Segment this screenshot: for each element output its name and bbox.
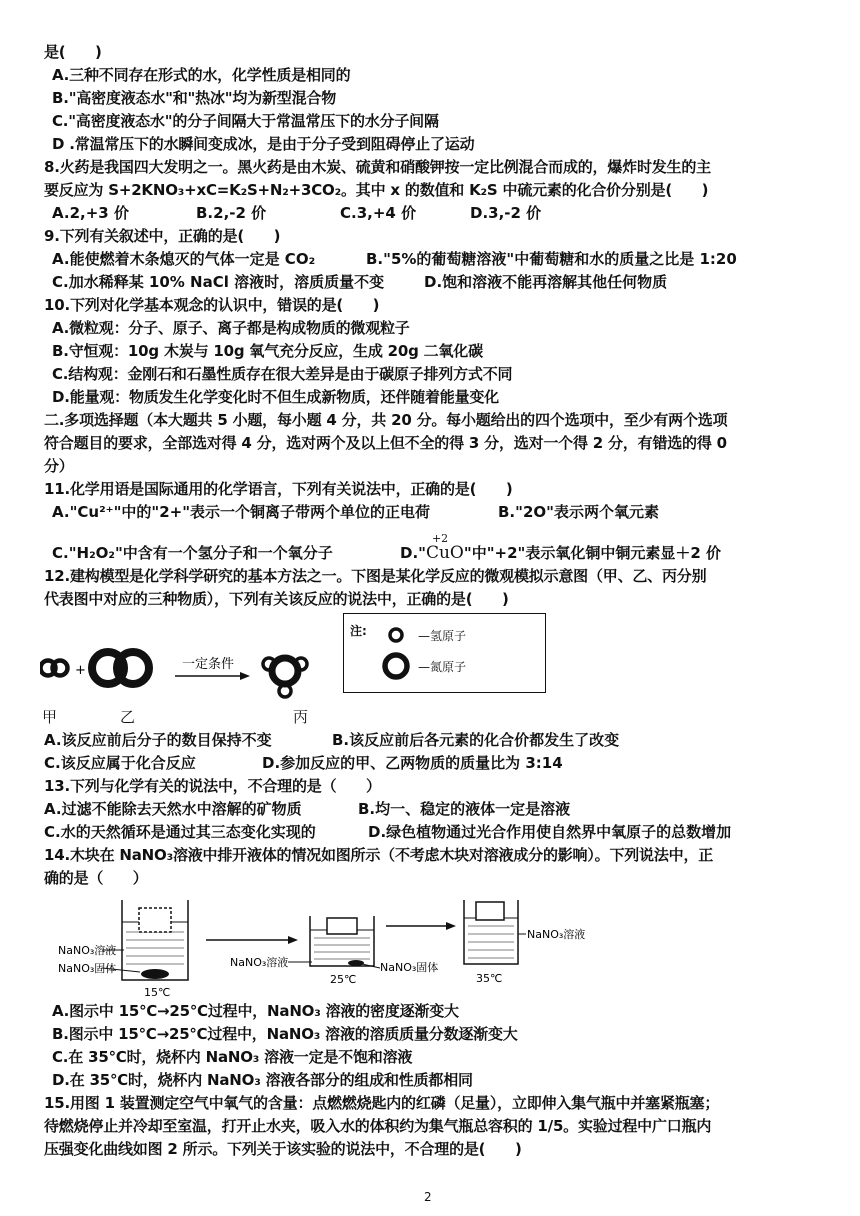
q8-stem-line2: 要反应为 S+2KNO₃+xC=K₂S+N₂+3CO₂。其中 x 的数值和 K₂S 中硫元素的化合价分别是( ) [44, 181, 709, 199]
q15-stem-line2: 待燃烧停止并冷却至室温，打开止水夹，吸入水的体积约为集气瓶总容积的 1/5。实验过程中广口瓶内 [44, 1117, 712, 1135]
q12-stem-line2: 代表图中对应的三种物质），下列有关该反应的说法中，正确的是( ) [44, 590, 509, 608]
q10-stem: 10.下列对化学基本观念的认识中，错误的是( ) [44, 296, 380, 314]
label-temp-15: 15℃ [144, 986, 171, 999]
q9-option-c: C.加水稀释某 10% NaCl 溶液时，溶质质量不变 [52, 273, 385, 291]
reaction-arrow [175, 672, 250, 680]
molecule-nh3 [263, 658, 307, 697]
q14-option-a: A.图示中 15℃→25℃过程中，NaNO₃ 溶液的密度逐渐变大 [52, 1002, 459, 1020]
q13-stem: 13.下列与化学有关的说法中，不合理的是（ ） [44, 777, 381, 795]
q8-stem-line1: 8.火药是我国四大发明之一。黑火药是由木炭、硫黄和硝酸钾按一定比例混合而成的，爆炸时发生的主 [44, 158, 711, 176]
legend-nitrogen: —氮原子 [418, 660, 467, 674]
q14-stem-line2: 确的是（ ） [44, 869, 148, 887]
q14-option-c: C.在 35℃时，烧杯内 NaNO₃ 溶液一定是不饱和溶液 [52, 1048, 413, 1066]
beaker-diagram [40, 888, 600, 1000]
section2-heading-line3: 分） [44, 457, 74, 475]
q13-option-d: D.绿色植物通过光合作用使自然界中氧原子的总数增加 [368, 823, 732, 841]
q11-option-c: C."H₂O₂"中含有一个氢分子和一个氧分子 [52, 544, 333, 562]
page-number: 2 [424, 1190, 432, 1204]
label-bing: 丙 [293, 708, 309, 726]
legend-atoms [380, 622, 420, 686]
q8-option-a: A.2,+3 价 [52, 204, 129, 222]
q11-option-a: A."Cu²⁺"中的"2+"表示一个铜离子带两个单位的正电荷 [52, 503, 431, 521]
q7-option-b: B."高密度液态水"和"热冰"均为新型混合物 [52, 89, 336, 107]
cuo-formula [425, 532, 464, 563]
q12-option-d: D.参加反应的甲、乙两物质的质量比为 3:14 [262, 754, 563, 772]
q8-option-b: B.2,-2 价 [196, 204, 267, 222]
reaction-condition: 一定条件 [182, 657, 235, 672]
q15-stem-line1: 15.用图 1 装置测定空气中氧气的含量：点燃燃烧匙内的红磷（足量），立即伸入集气瓶中并塞紧瓶塞； [44, 1094, 720, 1112]
q15-stem-line3: 压强变化曲线如图 2 所示。下列关于该实验的说法中，不合理的是( ) [44, 1140, 522, 1158]
q12-stem-line1: 12.建构模型是化学科学研究的基本方法之一。下图是某化学反应的微观模拟示意图（甲、乙、丙分别 [44, 567, 707, 585]
q11-option-d [400, 532, 721, 563]
q12-option-c: C.该反应属于化合反应 [44, 754, 196, 772]
cuo-text: CuO [425, 543, 464, 563]
molecule-h2 [41, 661, 68, 676]
label-yi: 乙 [120, 708, 136, 726]
label-solution-2: NaNO₃溶液 [230, 956, 289, 969]
q13-option-b: B.均一、稳定的液体一定是溶液 [358, 800, 571, 818]
q11-option-b: B."2O"表示两个氧元素 [498, 503, 659, 521]
q13-option-a: A.过滤不能除去天然水中溶解的矿物质 [44, 800, 302, 818]
q7-option-c: C."高密度液态水"的分子间隔大于常温常压下的水分子间隔 [52, 112, 439, 130]
molecule-n2 [92, 652, 149, 684]
q9-stem: 9.下列有关叙述中，正确的是( ) [44, 227, 281, 245]
q8-option-c: C.3,+4 价 [340, 204, 417, 222]
label-solid-1: NaNO₃固体 [58, 962, 117, 975]
legend-title: 注: [350, 624, 367, 638]
label-solid-2: NaNO₃固体 [380, 961, 439, 974]
beaker-25c [310, 916, 374, 966]
cuo-charge: +2 [431, 532, 449, 545]
beaker-35c [464, 900, 518, 964]
q7-stem-tail: 是( ) [44, 43, 102, 61]
q8-option-d: D.3,-2 价 [470, 204, 542, 222]
q11-option-d-suffix: "中"+2"表示氧化铜中铜元素显＋2 价 [463, 544, 721, 562]
label-solution-1: NaNO₃溶液 [58, 944, 117, 957]
plus-sign: + [75, 663, 86, 678]
q12-option-a: A.该反应前后分子的数目保持不变 [44, 731, 272, 749]
q12-option-b: B.该反应前后各元素的化合价都发生了改变 [332, 731, 620, 749]
q13-option-c: C.水的天然循环是通过其三态变化实现的 [44, 823, 316, 841]
label-temp-35: 35℃ [476, 972, 503, 985]
q10-option-c: C.结构观：金刚石和石墨性质存在很大差异是由于碳原子排列方式不同 [52, 365, 513, 383]
legend-hydrogen: —氢原子 [418, 629, 467, 643]
legend-box [343, 613, 546, 693]
q9-option-a: A.能使燃着木条熄灭的气体一定是 CO₂ [52, 250, 316, 268]
q11-option-d-prefix: D." [400, 544, 426, 562]
q14-stem-line1: 14.木块在 NaNO₃溶液中排开液体的情况如图所示（不考虑木块对溶液成分的影响）。下列说法中，正 [44, 846, 714, 864]
q11-stem: 11.化学用语是国际通用的化学语言，下列有关说法中，正确的是( ) [44, 480, 513, 498]
label-solution-3: NaNO₃溶液 [527, 928, 586, 941]
beaker-15c [122, 900, 188, 980]
q14-option-b: B.图示中 15℃→25℃过程中，NaNO₃ 溶液的溶质质量分数逐渐变大 [52, 1025, 518, 1043]
section2-heading-line1: 二.多项选择题（本大题共 5 小题，每小题 4 分，共 20 分。每小题给出的四个选项中，至少有两个选项 [44, 411, 728, 429]
q14-option-d: D.在 35℃时，烧杯内 NaNO₃ 溶液各部分的组成和性质都相同 [52, 1071, 473, 1089]
q9-option-d: D.饱和溶液不能再溶解其他任何物质 [424, 273, 668, 291]
q7-option-a: A.三种不同存在形式的水，化学性质是相同的 [52, 66, 351, 84]
q10-option-a: A.微粒观：分子、原子、离子都是构成物质的微观粒子 [52, 319, 410, 337]
q10-option-b: B.守恒观：10g 木炭与 10g 氧气充分反应，生成 20g 二氧化碳 [52, 342, 483, 360]
q9-option-b: B."5%的葡萄糖溶液"中葡萄糖和水的质量之比是 1:20 [366, 250, 737, 268]
label-jia: 甲 [42, 708, 58, 726]
label-temp-25: 25℃ [330, 973, 357, 986]
q7-option-d: D .常温常压下的水瞬间变成冰，是由于分子受到阻碍停止了运动 [52, 135, 475, 153]
q10-option-d: D.能量观：物质发生化学变化时不但生成新物质，还伴随着能量变化 [52, 388, 499, 406]
section2-heading-line2: 符合题目的要求，全部选对得 4 分，选对两个及以上但不全的得 3 分，选对一个得 2 分，有错选的得 0 [44, 434, 727, 452]
